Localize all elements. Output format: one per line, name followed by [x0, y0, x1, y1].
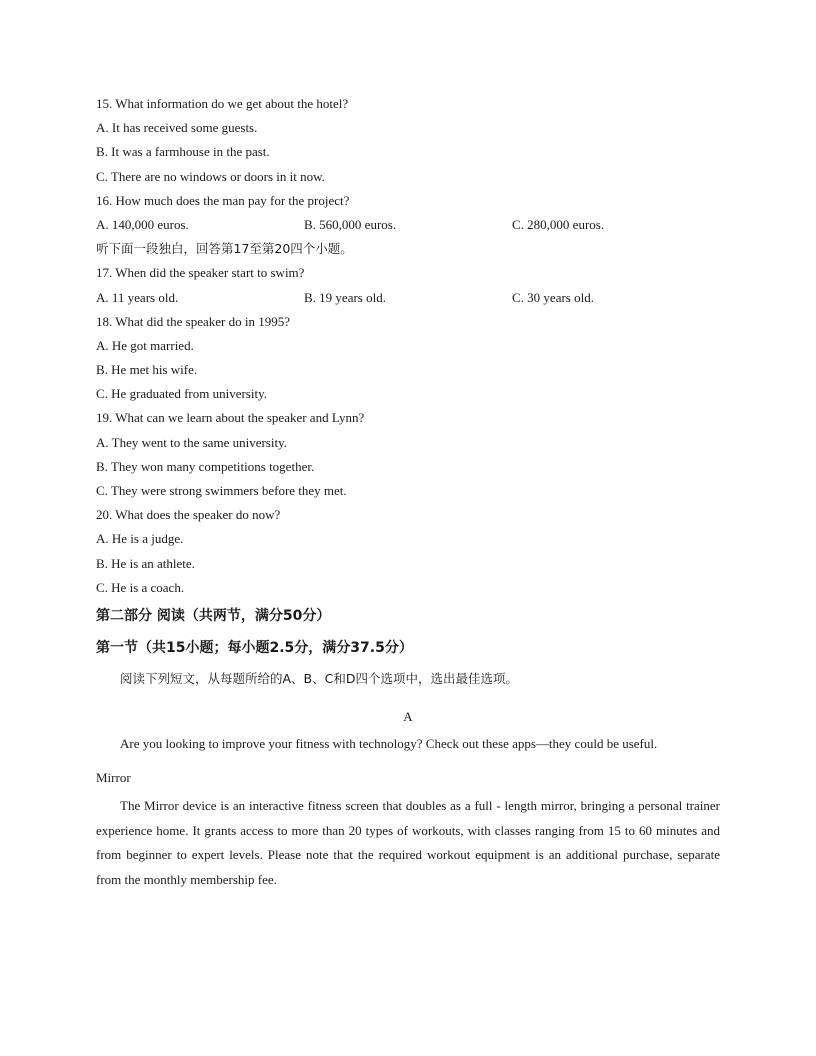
q20-option-c: C. He is a coach.: [96, 579, 185, 595]
section1-heading: 第一节（共15小题；每小题2.5分，满分37.5分）: [96, 639, 413, 656]
q20-option-b: B. He is an athlete.: [96, 555, 195, 571]
q17-option-a: A. 11 years old.: [96, 289, 179, 305]
mirror-heading: Mirror: [96, 770, 131, 786]
q17-option-c: C. 30 years old.: [512, 289, 594, 305]
q15-option-a: A. It has received some guests.: [96, 120, 258, 136]
part2-heading: 第二部分 阅读（共两节，满分50分）: [96, 607, 331, 624]
passage-label: A: [403, 708, 413, 724]
monologue-instruction: 听下面一段独白，回答第17至第20四个小题。: [96, 241, 353, 257]
q18-option-a: A. He got married.: [96, 337, 194, 353]
reading-instruction: 阅读下列短文，从每题所给的A、B、C和D四个选项中，选出最佳选项。: [120, 670, 518, 686]
mirror-paragraph: The Mirror device is an interactive fitness screen that doubles as a full - length mirror, bringing a personal trainer experience home. It grants access to more than 20 types of workouts, with classes ranging from 15 to 60 minutes and from beginner to expert levels. Please note that the required workout equipment is an additional purchase, separate from the monthly membership fee.: [96, 798, 720, 887]
q19-stem: 19. What can we learn about the speaker and Lynn?: [96, 410, 365, 426]
q16-options: [96, 213, 720, 237]
q16-option-c: C. 280,000 euros.: [512, 216, 605, 232]
q16-option-a: A. 140,000 euros.: [96, 216, 189, 232]
q18-option-c: C. He graduated from university.: [96, 386, 267, 402]
q20-option-a: A. He is a judge.: [96, 531, 184, 547]
q19-option-a: A. They went to the same university.: [96, 434, 287, 450]
passage-intro: Are you looking to improve your fitness with technology? Check out these apps—they could be useful.: [120, 735, 658, 751]
q19-option-b: B. They won many competitions together.: [96, 458, 315, 474]
q15-stem: 15. What information do we get about the hotel?: [96, 96, 349, 111]
q20-stem: 20. What does the speaker do now?: [96, 507, 281, 523]
q17-options: [96, 286, 720, 310]
exam-page: [96, 92, 720, 892]
q19-option-c: C. They were strong swimmers before they met.: [96, 483, 347, 498]
q17-stem: 17. When did the speaker start to swim?: [96, 265, 305, 281]
q17-option-b: B. 19 years old.: [304, 289, 386, 305]
q18-stem: 18. What did the speaker do in 1995?: [96, 313, 290, 329]
q16-stem: 16. How much does the man pay for the project?: [96, 192, 350, 208]
q15-option-c: C. There are no windows or doors in it now.: [96, 168, 325, 184]
q15-option-b: B. It was a farmhouse in the past.: [96, 144, 270, 160]
q18-option-b: B. He met his wife.: [96, 362, 198, 378]
q16-option-b: B. 560,000 euros.: [304, 216, 397, 232]
